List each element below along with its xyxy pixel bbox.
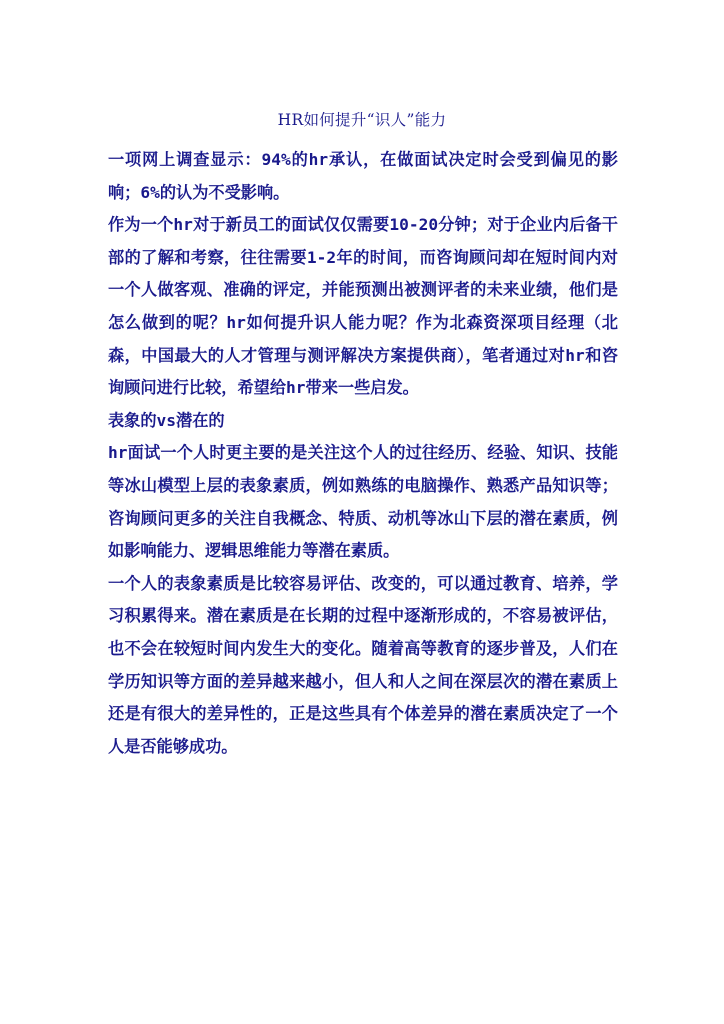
section-heading: 表象的vs潜在的	[108, 410, 225, 430]
paragraph-survey: 一项网上调查显示：94%的hr承认，在做面试决定时会受到偏见的影响；6%的认为不受影响。	[108, 150, 618, 202]
paragraph-iceberg-model: hr面试一个人时更主要的是关注这个人的过往经历、经验、知识、技能等冰山模型上层的表象素质，例如熟练的电脑操作、熟悉产品知识等；咨询顾问更多的关注自我概念、特质、动机等冰山下层的潜在素质，例如影响能力、逻辑思维能力等潜在素质。	[108, 443, 618, 561]
document-title: HR如何提升“识人”能力	[277, 111, 447, 129]
paragraph-introduction: 作为一个hr对于新员工的面试仅仅需要10-20分钟；对于企业内后备干部的了解和考察，往往需要1-2年的时间，而咨询顾问却在短时间内对一个人做客观、准确的评定，并能预测出被测评者的未来业绩，他们是怎么做到的呢？hr如何提升识人能力呢？作为北森资深项目经理（北森，中国最大的人才管理与测评解决方案提供商），笔者通过对hr和咨询顾问进行比较，希望给hr带来一些启发。	[108, 215, 618, 398]
paragraph-potential-qualities: 一个人的表象素质是比较容易评估、改变的，可以通过教育、培养，学习积累得来。潜在素质是在长期的过程中逐渐形成的，不容易被评估，也不会在较短时间内发生大的变化。随着高等教育的逐步普及，人们在学历知识等方面的差异越来越小，但人和人之间在深层次的潜在素质上还是有很大的差异性的，正是这些具有个体差异的潜在素质决定了一个人是否能够成功。	[108, 573, 618, 756]
document-body	[108, 144, 618, 763]
